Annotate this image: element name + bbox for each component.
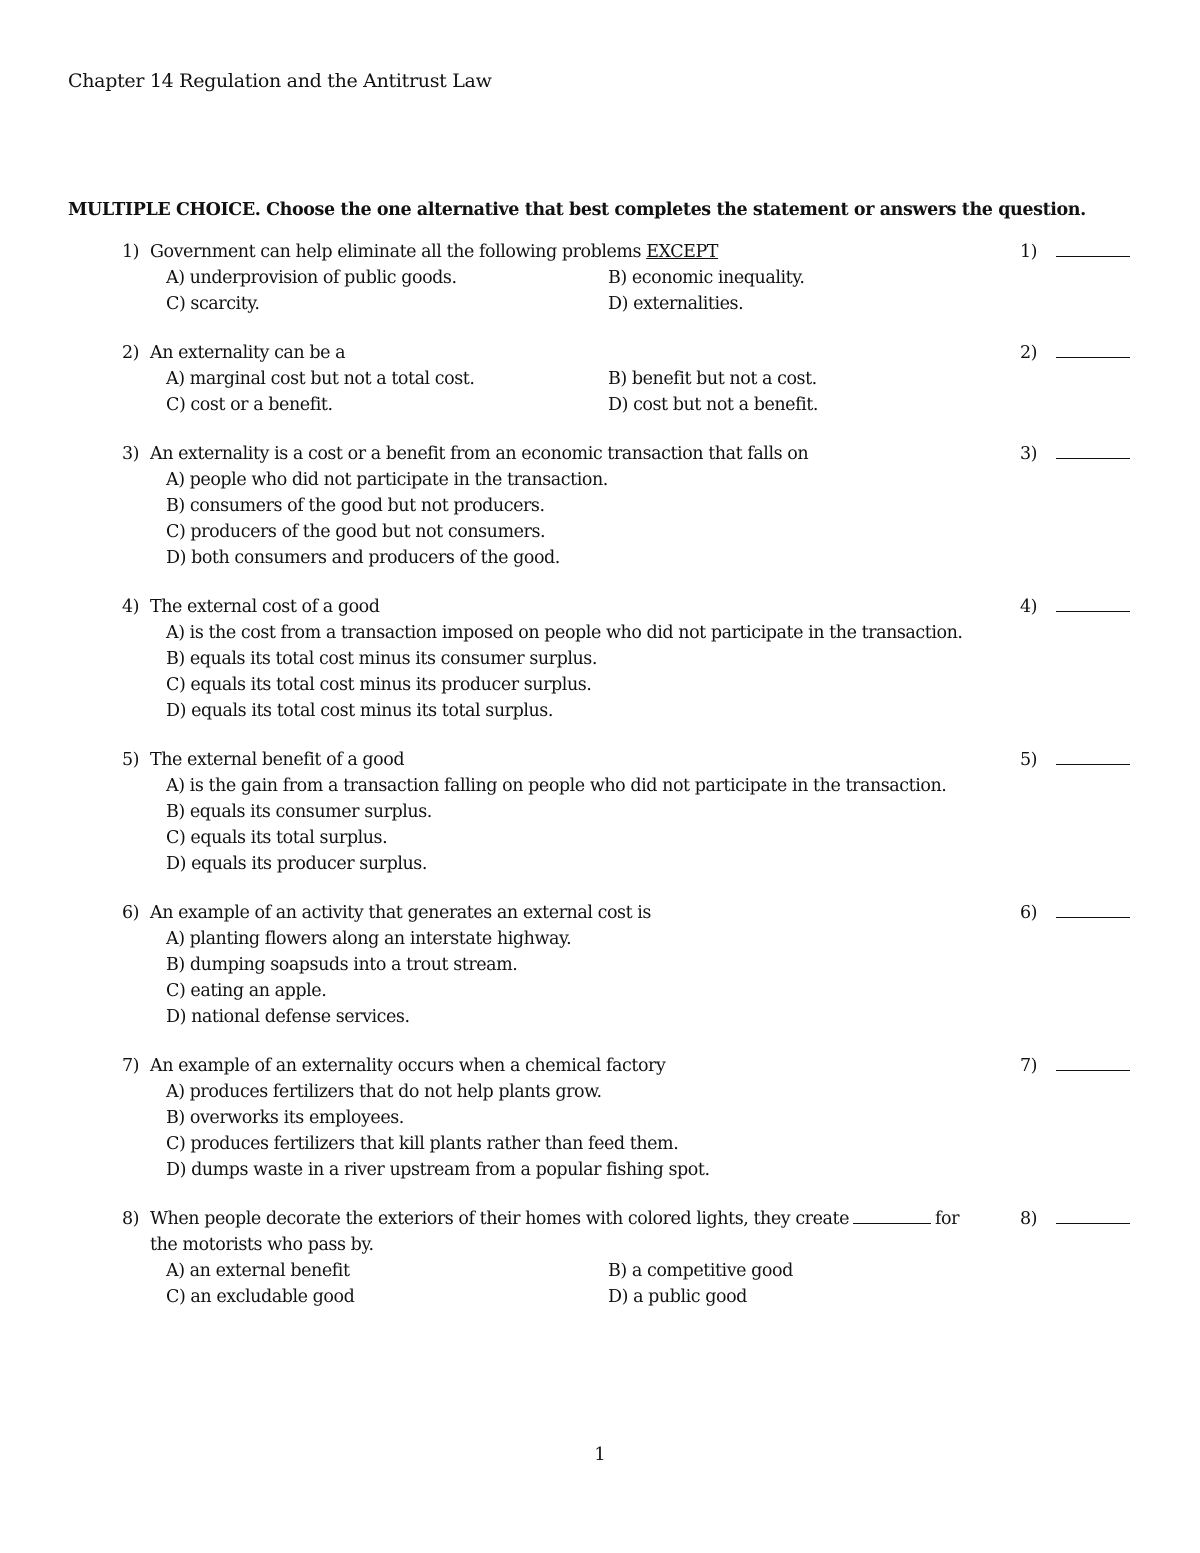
- option-a: A) an external benefit: [166, 1261, 350, 1281]
- option-b: B) consumers of the good but not producers.: [166, 496, 545, 516]
- question-stem: An example of an externality occurs when a chemical factory: [150, 1056, 666, 1076]
- question-stem: Government can help eliminate all the following problems EXCEPT: [150, 242, 719, 262]
- option-d: D) both consumers and producers of the good.: [166, 548, 560, 568]
- option-b: B) a competitive good: [608, 1261, 793, 1281]
- answer-blank[interactable]: [1056, 1223, 1130, 1224]
- answer-number: 1): [1020, 242, 1038, 262]
- option-a: A) is the gain from a transaction falling on people who did not participate in the transaction.: [166, 776, 947, 796]
- option-d: D) a public good: [608, 1287, 747, 1307]
- option-c: C) produces fertilizers that kill plants rather than feed them.: [166, 1134, 679, 1154]
- answer-blank[interactable]: [1056, 917, 1130, 918]
- question-number: 2): [122, 343, 140, 363]
- option-a: A) produces fertilizers that do not help plants grow.: [166, 1082, 602, 1102]
- chapter-title: Chapter 14 Regulation and the Antitrust Law: [68, 70, 492, 92]
- option-b: B) economic inequality.: [608, 268, 805, 288]
- answer-blank[interactable]: [1056, 458, 1130, 459]
- question-2: [0, 340, 1200, 418]
- answer-number: 5): [1020, 750, 1038, 770]
- option-b: B) equals its consumer surplus.: [166, 802, 432, 822]
- answer-blank[interactable]: [1056, 611, 1130, 612]
- option-d: D) equals its producer surplus.: [166, 854, 427, 874]
- answer-blank[interactable]: [1056, 357, 1130, 358]
- option-c: C) equals its total surplus.: [166, 828, 388, 848]
- section-header: MULTIPLE CHOICE. Choose the one alternative that best completes the statement or answers the question.: [68, 200, 1086, 220]
- question-4: [0, 594, 1200, 724]
- option-d: D) equals its total cost minus its total surplus.: [166, 701, 553, 721]
- answer-blank[interactable]: [1056, 256, 1130, 257]
- question-stem-continued: the motorists who pass by.: [150, 1235, 374, 1255]
- option-a: A) planting flowers along an interstate highway.: [166, 929, 572, 949]
- question-3: [0, 441, 1200, 571]
- except-emphasis: EXCEPT: [646, 242, 719, 262]
- question-7: [0, 1053, 1200, 1183]
- question-number: 1): [122, 242, 140, 262]
- option-d: D) dumps waste in a river upstream from a popular fishing spot.: [166, 1160, 710, 1180]
- answer-number: 7): [1020, 1056, 1038, 1076]
- option-c: C) equals its total cost minus its producer surplus.: [166, 675, 592, 695]
- option-c: C) eating an apple.: [166, 981, 327, 1001]
- option-d: D) externalities.: [608, 294, 744, 314]
- question-number: 7): [122, 1056, 140, 1076]
- option-c: C) producers of the good but not consumers.: [166, 522, 546, 542]
- answer-number: 6): [1020, 903, 1038, 923]
- option-b: B) dumping soapsuds into a trout stream.: [166, 955, 518, 975]
- question-number: 3): [122, 444, 140, 464]
- answer-blank[interactable]: [1056, 764, 1130, 765]
- question-number: 8): [122, 1209, 140, 1229]
- option-b: B) benefit but not a cost.: [608, 369, 817, 389]
- question-stem: An example of an activity that generates an external cost is: [150, 903, 651, 923]
- question-8: [0, 1206, 1200, 1310]
- question-number: 4): [122, 597, 140, 617]
- question-stem: When people decorate the exteriors of their homes with colored lights, they create for: [150, 1209, 960, 1229]
- fill-in-blank: [853, 1209, 931, 1224]
- option-c: C) an excludable good: [166, 1287, 355, 1307]
- question-stem: An externality is a cost or a benefit from an economic transaction that falls on: [150, 444, 809, 464]
- answer-number: 8): [1020, 1209, 1038, 1229]
- question-6: [0, 900, 1200, 1030]
- page-number: 1: [594, 1444, 606, 1465]
- option-a: A) people who did not participate in the transaction.: [166, 470, 608, 490]
- option-b: B) overworks its employees.: [166, 1108, 404, 1128]
- option-c: C) scarcity.: [166, 294, 260, 314]
- question-stem: The external benefit of a good: [150, 750, 405, 770]
- question-1: [0, 239, 1200, 317]
- answer-number: 3): [1020, 444, 1038, 464]
- option-d: D) national defense services.: [166, 1007, 410, 1027]
- option-a: A) underprovision of public goods.: [166, 268, 457, 288]
- option-b: B) equals its total cost minus its consumer surplus.: [166, 649, 597, 669]
- question-5: [0, 747, 1200, 877]
- question-stem: The external cost of a good: [150, 597, 380, 617]
- question-number: 5): [122, 750, 140, 770]
- option-a: A) is the cost from a transaction imposed on people who did not participate in the transaction.: [166, 623, 963, 643]
- option-c: C) cost or a benefit.: [166, 395, 333, 415]
- answer-blank[interactable]: [1056, 1070, 1130, 1071]
- question-number: 6): [122, 903, 140, 923]
- answer-number: 2): [1020, 343, 1038, 363]
- answer-number: 4): [1020, 597, 1038, 617]
- question-stem: An externality can be a: [150, 343, 346, 363]
- option-a: A) marginal cost but not a total cost.: [166, 369, 475, 389]
- option-d: D) cost but not a benefit.: [608, 395, 818, 415]
